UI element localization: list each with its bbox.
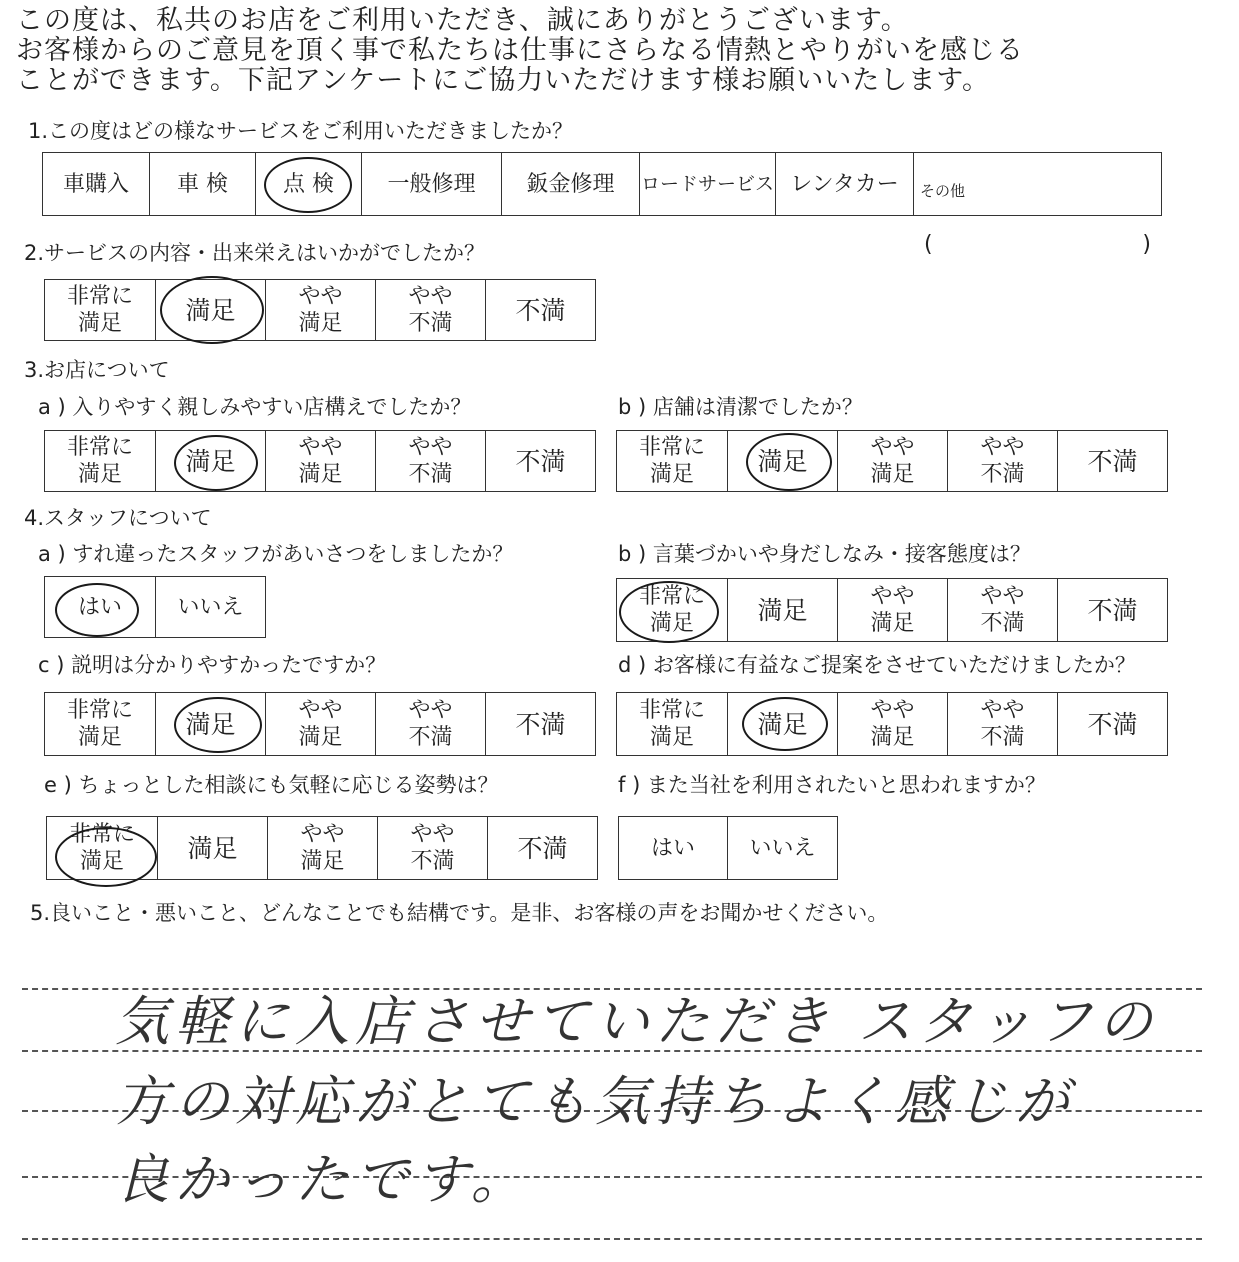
q2-satisfied[interactable] bbox=[155, 280, 265, 340]
q1-option-inspection[interactable] bbox=[255, 153, 361, 215]
q3a-dissatisfied[interactable]: 不満 bbox=[485, 431, 595, 491]
q4c-somewhat-dissatisfied[interactable]: やや 不満 bbox=[375, 693, 485, 755]
q4e-somewhat-dissatisfied[interactable]: やや 不満 bbox=[377, 817, 487, 879]
q3a-satisfied[interactable] bbox=[155, 431, 265, 491]
answer-line-5 bbox=[22, 1238, 1202, 1240]
handwritten-answer-line-2: 方の対応がとても気持ちよく感じが bbox=[115, 1070, 1075, 1133]
q3b-very-satisfied[interactable]: 非常に 満足 bbox=[638, 435, 705, 487]
q2-very-satisfied[interactable]: 非常に 満足 bbox=[66, 284, 133, 336]
q4e-label: e ) ちょっとした相談にも気軽に応じる姿勢は？ bbox=[44, 773, 499, 797]
q4a-no[interactable]: いいえ bbox=[155, 577, 265, 637]
q3b-somewhat-satisfied[interactable]: やや 満足 bbox=[837, 431, 947, 491]
q4c-satisfied[interactable] bbox=[155, 693, 265, 755]
q3b-satisfied[interactable] bbox=[727, 431, 837, 491]
q4f-yesno-table bbox=[618, 816, 838, 880]
q1-label: 1.この度はどの様なサービスをご利用いただきましたか？ bbox=[28, 119, 574, 143]
q5-label: 5.良いこと・悪いこと、どんなことでも結構です。是非、お客様の声をお聞かせください。 bbox=[30, 901, 889, 925]
q1-other-field[interactable] bbox=[920, 227, 1155, 258]
q4c-label: c ) 説明は分かりやすかったですか？ bbox=[38, 653, 387, 677]
q1-option-body-repair[interactable]: 鈑金修理 bbox=[501, 153, 639, 215]
q4e-rating-table bbox=[46, 816, 598, 880]
q4b-rating-table bbox=[616, 578, 1168, 642]
q3b-label: b ) 店舗は清潔でしたか？ bbox=[618, 395, 863, 419]
q4c-very-satisfied[interactable]: 非常に 満足 bbox=[66, 698, 133, 750]
q4f-label: f ) また当社を利用されたいと思われますか？ bbox=[618, 773, 1046, 797]
other-open-paren: ( bbox=[924, 232, 933, 257]
q2-rating-table bbox=[44, 279, 596, 341]
q4d-very-satisfied[interactable]: 非常に 満足 bbox=[638, 698, 705, 750]
q4b-very-satisfied[interactable] bbox=[617, 579, 727, 641]
q1-other-label: その他 bbox=[920, 182, 966, 200]
q1-option-inspection-label: 点 検 bbox=[283, 171, 334, 197]
q4e-very-satisfied[interactable] bbox=[47, 817, 157, 879]
q1-option-general-repair[interactable]: 一般修理 bbox=[361, 153, 501, 215]
intro-line-2: お客様からのご意見を頂く事で私たちは仕事にさらなる情熱とやりがいを感じる bbox=[16, 35, 1024, 66]
intro-line-3: ことができます。下記アンケートにご協力いただけます様お願いいたします。 bbox=[16, 65, 991, 96]
q4c-dissatisfied[interactable]: 不満 bbox=[485, 693, 595, 755]
q4a-yes[interactable] bbox=[45, 577, 155, 637]
q4c-satisfied-label: 満足 bbox=[185, 709, 236, 739]
intro-line-1: この度は、私共のお店をご利用いただき、誠にありがとうございます。 bbox=[16, 5, 909, 36]
q4d-satisfied[interactable] bbox=[727, 693, 837, 755]
q4e-very-satisfied-label: 非常に 満足 bbox=[68, 822, 135, 874]
q3a-satisfied-label: 満足 bbox=[185, 446, 236, 476]
q4b-satisfied[interactable]: 満足 bbox=[727, 579, 837, 641]
q4b-somewhat-satisfied[interactable]: やや 満足 bbox=[837, 579, 947, 641]
q4d-label: d ) お客様に有益なご提案をさせていただけましたか？ bbox=[618, 653, 1136, 677]
q1-option-shaken[interactable]: 車 検 bbox=[149, 153, 255, 215]
q4d-somewhat-dissatisfied[interactable]: やや 不満 bbox=[947, 693, 1057, 755]
q4a-label: a ) すれ違ったスタッフがあいさつをしましたか？ bbox=[38, 542, 514, 566]
q4c-rating-table bbox=[44, 692, 596, 756]
q1-option-road-service[interactable]: ロードサービス bbox=[639, 153, 775, 215]
q4e-satisfied[interactable]: 満足 bbox=[157, 817, 267, 879]
q4b-label: b ) 言葉づかいや身だしなみ・接客態度は？ bbox=[618, 542, 1031, 566]
q4b-very-satisfied-label: 非常に 満足 bbox=[638, 584, 705, 636]
q4-label: 4.スタッフについて bbox=[24, 506, 212, 530]
q3a-very-satisfied[interactable]: 非常に 満足 bbox=[66, 435, 133, 487]
q3-label: 3.お店について bbox=[24, 358, 170, 382]
q4e-dissatisfied[interactable]: 不満 bbox=[487, 817, 597, 879]
q2-somewhat-dissatisfied[interactable]: やや 不満 bbox=[375, 280, 485, 340]
q3a-rating-table bbox=[44, 430, 596, 492]
q2-somewhat-satisfied[interactable]: やや 満足 bbox=[265, 280, 375, 340]
q4d-dissatisfied[interactable]: 不満 bbox=[1057, 693, 1167, 755]
q1-option-rental-car[interactable]: レンタカー bbox=[775, 153, 913, 215]
q3b-somewhat-dissatisfied[interactable]: やや 不満 bbox=[947, 431, 1057, 491]
other-close-paren: ) bbox=[1142, 232, 1151, 257]
q4e-somewhat-satisfied[interactable]: やや 満足 bbox=[267, 817, 377, 879]
q3a-somewhat-satisfied[interactable]: やや 満足 bbox=[265, 431, 375, 491]
q4b-dissatisfied[interactable]: 不満 bbox=[1057, 579, 1167, 641]
q2-dissatisfied[interactable]: 不満 bbox=[485, 280, 595, 340]
intro-text bbox=[16, 6, 1221, 96]
q4d-somewhat-satisfied[interactable]: やや 満足 bbox=[837, 693, 947, 755]
q4a-yesno-table bbox=[44, 576, 266, 638]
q1-option-other[interactable] bbox=[913, 153, 1161, 257]
q4b-somewhat-dissatisfied[interactable]: やや 不満 bbox=[947, 579, 1057, 641]
q3a-somewhat-dissatisfied[interactable]: やや 不満 bbox=[375, 431, 485, 491]
q4f-yes[interactable]: はい bbox=[650, 835, 695, 861]
q4d-rating-table bbox=[616, 692, 1168, 756]
q4c-somewhat-satisfied[interactable]: やや 満足 bbox=[265, 693, 375, 755]
q3b-satisfied-label: 満足 bbox=[757, 446, 808, 476]
q3b-dissatisfied[interactable]: 不満 bbox=[1057, 431, 1167, 491]
q4d-satisfied-label: 満足 bbox=[757, 709, 808, 739]
q3a-label: a ) 入りやすく親しみやすい店構えでしたか？ bbox=[38, 395, 472, 419]
q2-satisfied-label: 満足 bbox=[185, 295, 236, 325]
handwritten-answer-line-3: 良かったです。 bbox=[115, 1148, 531, 1211]
handwritten-answer-line-1: 気軽に入店させていただき スタッフの bbox=[115, 990, 1159, 1053]
q1-option-car-purchase[interactable]: 車購入 bbox=[62, 171, 129, 197]
q4a-yes-label: はい bbox=[77, 594, 122, 620]
q2-label: 2.サービスの内容・出来栄えはいかがでしたか？ bbox=[24, 241, 486, 265]
q4f-no[interactable]: いいえ bbox=[727, 817, 837, 879]
q3b-rating-table bbox=[616, 430, 1168, 492]
